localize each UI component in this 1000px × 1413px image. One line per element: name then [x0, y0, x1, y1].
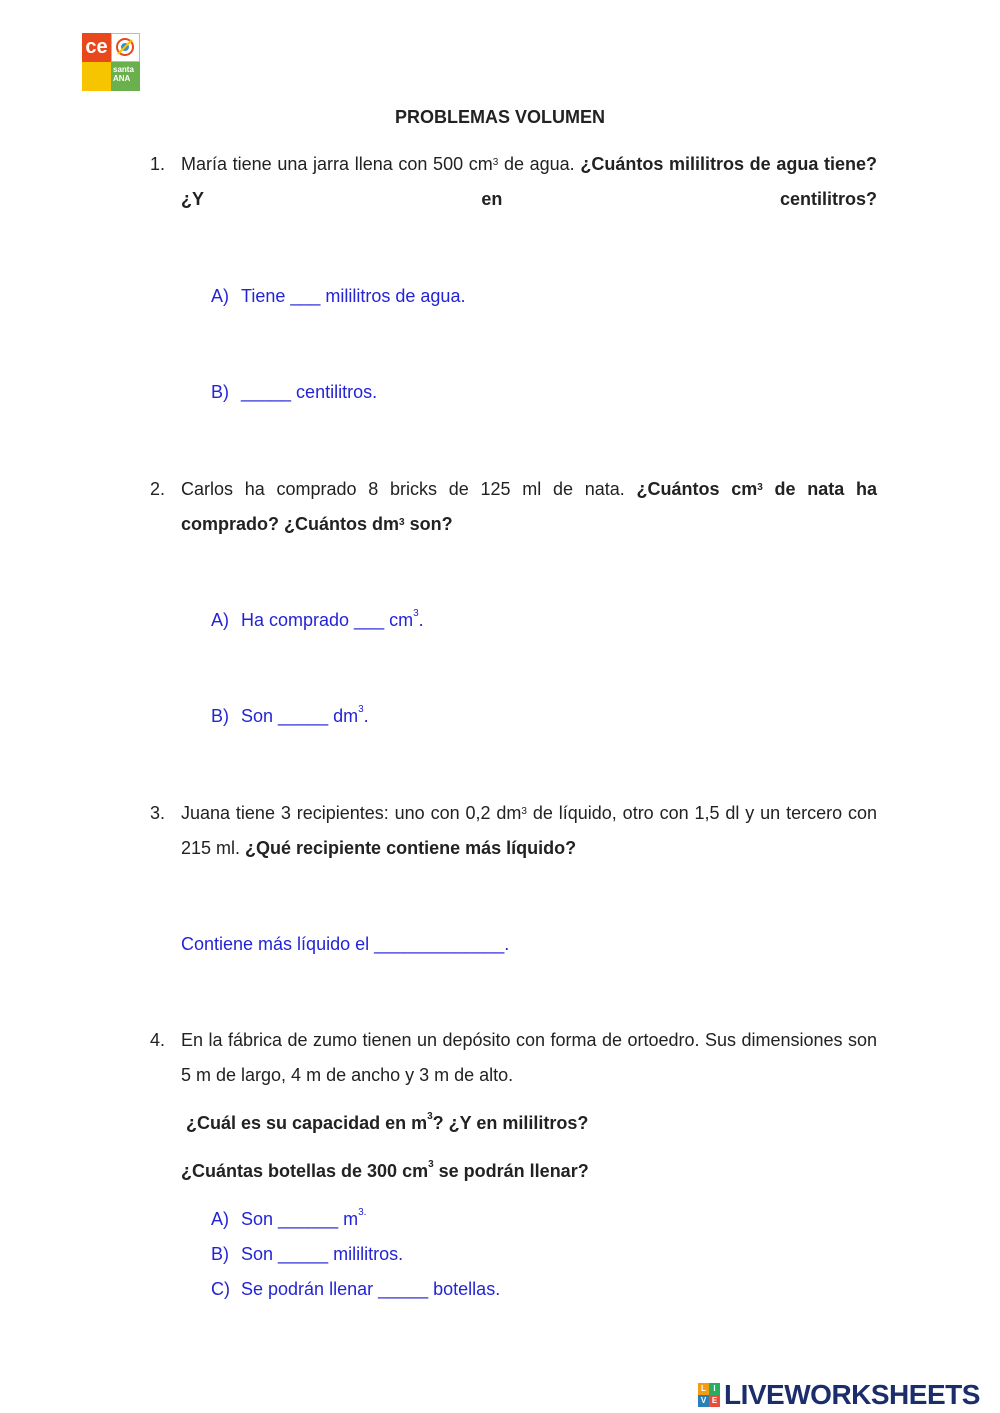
problem-4-answer-b[interactable]: B) Son _____ mililitros.: [211, 1244, 404, 1264]
liveworksheets-logo-icon: L I V E: [698, 1383, 720, 1407]
problem-3-answer[interactable]: Contiene más líquido el _____________.: [181, 934, 510, 954]
problem-4-answer-a[interactable]: A) Son ______ $m^{3.}$: [211, 1207, 367, 1229]
problem-4-answer-c[interactable]: C) Se podrán llenar _____ botellas.: [211, 1279, 501, 1299]
problem-2-answer-b[interactable]: B) Son _____ $dm^3$.: [211, 704, 369, 726]
page-title: PROBLEMAS VOLUMEN: [394, 107, 605, 127]
logo-santa-ana: santa ANA: [111, 62, 140, 91]
problem-1-answer-b[interactable]: B) _____ centilitros.: [211, 382, 378, 402]
problem-3-text: Juana tiene 3 recipientes: uno con 0,2 $dm^3$ de líquido, otro con 1,5 dl y un tercero con 215 ml. ¿Qué recipiente contiene más líquido?: [181, 803, 877, 858]
problem-4-question-2: ¿Cuántas botellas de 300 $cm^3$ se podrán llenar?: [181, 1159, 589, 1181]
problem-2-answer-a[interactable]: A) Ha comprado ___ $cm^3$.: [211, 608, 424, 630]
brand-text: LIVEWORKSHEETS: [724, 1379, 980, 1410]
problem-1-text: María tiene una jarra llena con 500 $cm^3$ de agua. ¿Cuántos mililitros de agua tiene? ¿Y en centilitros?: [181, 154, 877, 209]
problem-4-text: En la fábrica de zumo tienen un depósito con forma de ortoedro. Sus dimensiones son 5 m de largo, 4 m de ancho y 3 m de alto.: [181, 1030, 877, 1085]
problem-3-number: 3.: [150, 803, 166, 823]
problem-1-number: 1.: [150, 154, 166, 174]
school-logo: [82, 33, 140, 91]
problem-4-number: 4.: [150, 1030, 166, 1050]
problem-4-question-1: ¿Cuál es su capacidad en $m^3$? ¿Y en mililitros?: [186, 1111, 589, 1133]
liveworksheets-brand: [698, 1379, 980, 1411]
problem-2-text: Carlos ha comprado 8 bricks de 125 ml de nata. ¿Cuántos $cm^3$ de nata ha comprado? ¿Cuántos $dm^3$ son?: [181, 479, 878, 534]
problem-2-number: 2.: [150, 479, 166, 499]
problem-1-answer-a[interactable]: A) Tiene ___ mililitros de agua.: [211, 286, 466, 306]
logo-ce: ce: [82, 33, 111, 62]
logo-yellow-block: [82, 62, 111, 91]
logo-emblem-icon: [111, 33, 140, 62]
